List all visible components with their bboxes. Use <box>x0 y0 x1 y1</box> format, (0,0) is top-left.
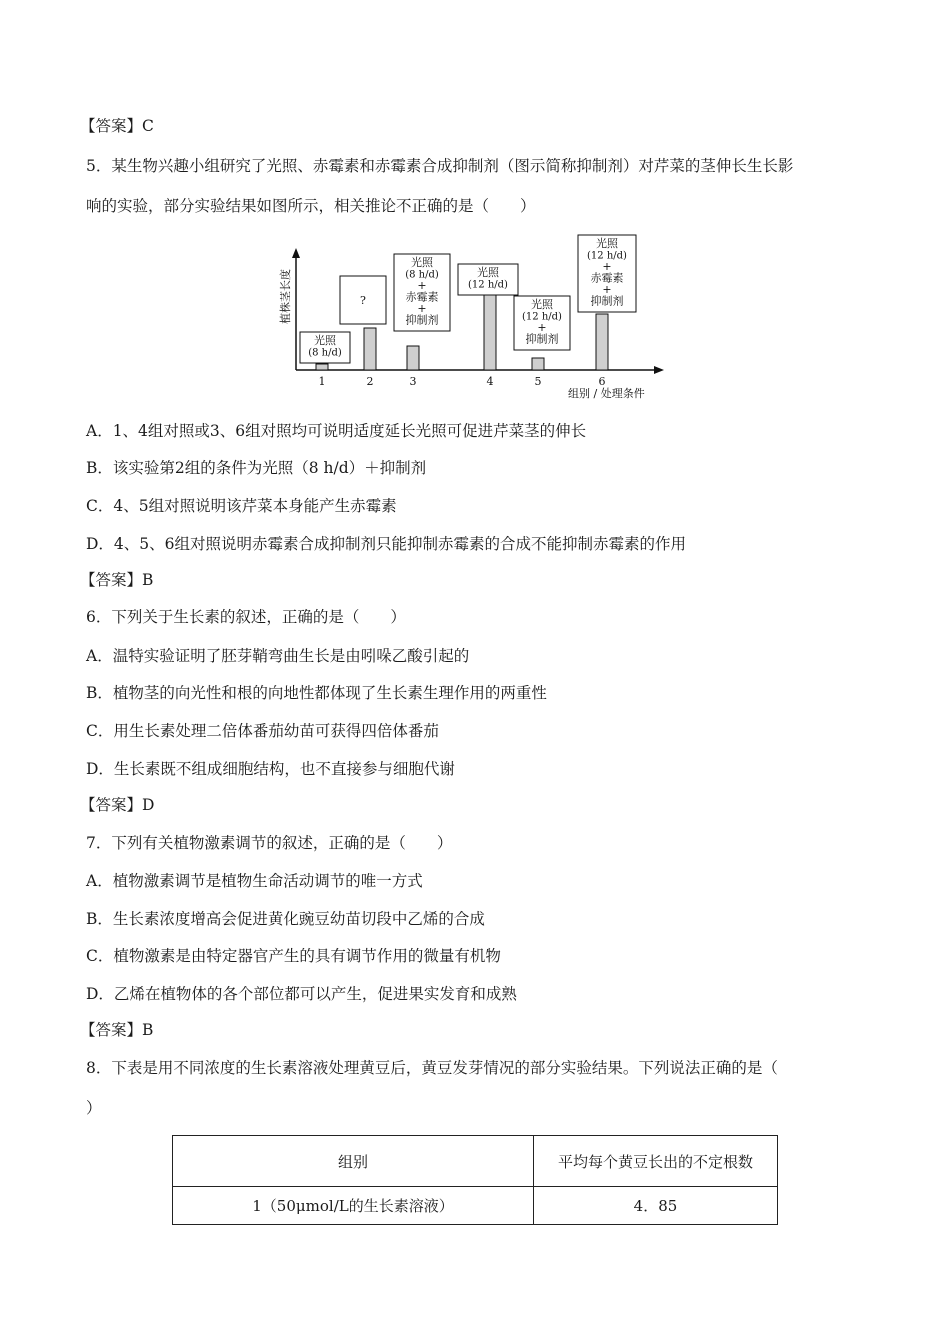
x-tick-label: 2 <box>366 375 374 388</box>
condition-label: + <box>417 279 427 292</box>
table-header-group: 组别 <box>173 1136 534 1187</box>
question-7-option-d: D．乙烯在植物体的各个部位都可以产生，促进果实发育和成熟 <box>86 985 517 1003</box>
condition-label: (12 h/d) <box>587 250 627 262</box>
question-5-option-c: C．4、5组对照说明该芹菜本身能产生赤霉素 <box>86 497 397 515</box>
question-7-stem: 7．下列有关植物激素调节的叙述，正确的是（ ） <box>86 834 453 852</box>
bar-group-6 <box>596 314 608 370</box>
condition-label: + <box>417 302 427 315</box>
y-axis-label: 植株茎长度 <box>279 269 292 324</box>
question-5-option-d: D．4、5、6组对照说明赤霉素合成抑制剂只能抑制赤霉素的合成不能抑制赤霉素的作用 <box>86 535 687 553</box>
bar-group-3 <box>407 346 419 370</box>
bar-group-1 <box>316 364 328 370</box>
results-table <box>172 1135 778 1225</box>
question-6-option-a: A．温特实验证明了胚芽鞘弯曲生长是由吲哚乙酸引起的 <box>86 647 470 665</box>
stem-length-bar-figure <box>278 232 698 404</box>
bar-group-2 <box>364 328 376 370</box>
condition-label: + <box>602 260 612 273</box>
condition-label: + <box>537 321 547 334</box>
condition-label: 抑制剂 <box>405 313 439 327</box>
question-7-option-b: B．生长素浓度增高会促进黄化豌豆幼苗切段中乙烯的合成 <box>86 910 485 928</box>
x-axis-arrow <box>654 366 664 374</box>
question-6-option-c: C．用生长素处理二倍体番茄幼苗可获得四倍体番茄 <box>86 722 439 740</box>
table-header-root-count: 平均每个黄豆长出的不定根数 <box>534 1136 778 1187</box>
table-row <box>173 1187 778 1225</box>
question-5-option-a: A．1、4组对照或3、6组对照均可说明适度延长光照可促进芹菜茎的伸长 <box>86 422 587 440</box>
condition-label: 赤霉素 <box>405 290 439 304</box>
table-header-row <box>173 1136 778 1187</box>
table-cell-group: 1（50μmol/L的生长素溶液） <box>173 1187 534 1225</box>
answer-q4: 【答案】C <box>80 117 154 135</box>
answer-q5: 【答案】B <box>80 571 154 589</box>
condition-label: 光照 <box>411 256 433 269</box>
answer-q6: 【答案】D <box>80 796 155 814</box>
condition-label: + <box>602 283 612 296</box>
x-axis-label: 组别 / 处理条件 <box>568 387 645 400</box>
condition-label: (12 h/d) <box>522 311 562 323</box>
bars-group <box>300 235 636 388</box>
condition-label: 光照 <box>596 237 618 250</box>
condition-label: (8 h/d) <box>405 269 439 281</box>
figure-svg <box>278 232 698 404</box>
question-8-stem-line2: ） <box>86 1099 102 1117</box>
x-tick-label: 4 <box>486 375 494 388</box>
bar-group-4 <box>484 287 496 370</box>
condition-label: ? <box>360 294 366 307</box>
condition-label: 抑制剂 <box>525 332 559 346</box>
question-7-option-c: C．植物激素是由特定器官产生的具有调节作用的微量有机物 <box>86 947 501 965</box>
table-cell-root-count: 4．85 <box>534 1187 778 1225</box>
question-6-option-b: B．植物茎的向光性和根的向地性都体现了生长素生理作用的两重性 <box>86 684 547 702</box>
x-tick-label: 5 <box>534 375 542 388</box>
question-5-option-b: B．该实验第2组的条件为光照（8 h/d）＋抑制剂 <box>86 459 427 477</box>
question-6-stem: 6．下列关于生长素的叙述，正确的是（ ） <box>86 608 406 626</box>
question-5-stem-line1: 5．某生物兴趣小组研究了光照、赤霉素和赤霉素合成抑制剂（图示简称抑制剂）对芹菜的茎伸长生长影 <box>86 157 794 175</box>
question-6-option-d: D．生长素既不组成细胞结构，也不直接参与细胞代谢 <box>86 760 455 778</box>
x-tick-label: 3 <box>409 375 417 388</box>
answer-q7: 【答案】B <box>80 1021 154 1039</box>
question-7-option-a: A．植物激素调节是植物生命活动调节的唯一方式 <box>86 872 423 890</box>
condition-label: 赤霉素 <box>590 271 624 285</box>
condition-label: 光照 <box>314 334 336 347</box>
question-8-stem-line1: 8．下表是用不同浓度的生长素溶液处理黄豆后，黄豆发芽情况的部分实验结果。下列说法正确的是（ <box>86 1059 778 1077</box>
y-axis-arrow <box>292 248 300 258</box>
condition-label: 抑制剂 <box>590 294 624 308</box>
condition-label: (8 h/d) <box>308 347 342 359</box>
condition-label: 光照 <box>477 266 499 279</box>
question-5-stem-line2: 响的实验，部分实验结果如图所示，相关推论不正确的是（ ） <box>86 197 536 215</box>
x-tick-label: 1 <box>318 375 326 388</box>
x-tick-label: 6 <box>598 375 606 388</box>
condition-label: (12 h/d) <box>468 279 508 291</box>
bar-group-5 <box>532 358 544 370</box>
condition-label: 光照 <box>531 298 553 311</box>
